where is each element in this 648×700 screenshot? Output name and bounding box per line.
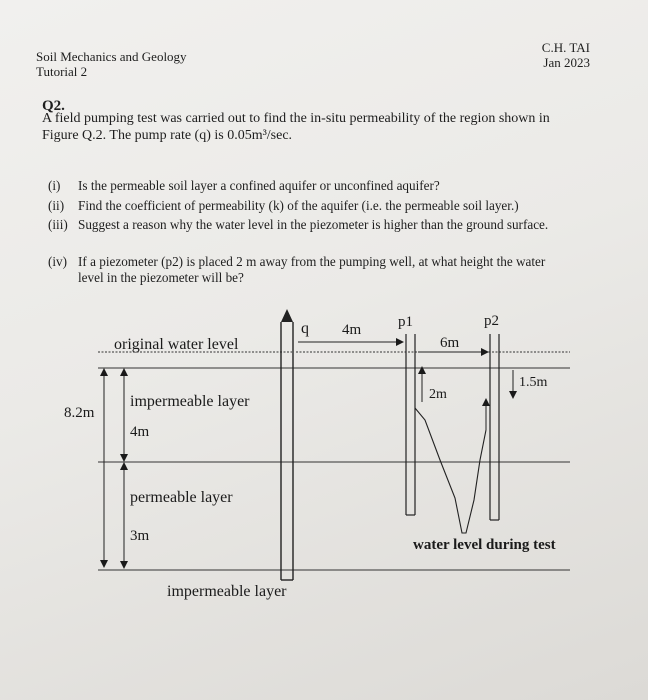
item-number: (iv): [48, 254, 68, 269]
drawdown-curve: [415, 408, 486, 533]
tutorial-label: Tutorial 2: [36, 64, 88, 79]
total-thickness-label: 8.2m: [64, 405, 95, 421]
dist-p1-p2-label: 6m: [440, 335, 460, 351]
pump-rate-label: q: [301, 320, 309, 337]
date-label: Jan 2023: [543, 55, 590, 70]
item-number: (ii): [48, 198, 65, 213]
piezometer-p2: [490, 334, 499, 520]
p2-label: p2: [484, 313, 499, 329]
intro-line-2: Figure Q.2. The pump rate (q) is 0.05m³/sec.: [42, 128, 293, 143]
pumping-well: [281, 322, 293, 580]
drawdown-p1-label: 2m: [429, 387, 447, 402]
p1-label: p1: [398, 314, 413, 330]
item-text: Suggest a reason why the water level in the piezometer is higher than the ground surface.: [78, 217, 549, 232]
question-number: Q2.: [42, 98, 65, 114]
original-water-level-label: original water level: [114, 336, 239, 353]
impermeable-top-label: impermeable layer: [130, 393, 250, 410]
item-text: If a piezometer (p2) is placed 2 m away from the pumping well, at what height the water level in the piezometer will be?: [78, 254, 546, 285]
pump-flow-arrow: [281, 309, 293, 322]
water-level-during-test-label: water level during test: [413, 537, 556, 553]
author-name: C.H. TAI: [541, 40, 590, 55]
item-number: (i): [48, 178, 61, 193]
drawdown-p2-label: 1.5m: [519, 375, 548, 390]
item-text: Find the coefficient of permeability (k) of the aquifer (i.e. the permeable soil layer.): [78, 198, 519, 213]
impermeable-thickness-label: 4m: [130, 424, 150, 440]
impermeable-bottom-label: impermeable layer: [167, 583, 287, 600]
item-text: Is the permeable soil layer a confined aquifer or unconfined aquifer?: [78, 178, 440, 193]
item-number: (iii): [48, 217, 68, 232]
dist-well-p1-label: 4m: [342, 322, 362, 338]
intro-line-1: A field pumping test was carried out to find the in-situ permeability of the region shown in: [42, 111, 550, 126]
permeable-layer-label: permeable layer: [130, 489, 233, 506]
permeable-thickness-label: 3m: [130, 528, 150, 544]
course-title: Soil Mechanics and Geology: [36, 49, 187, 64]
piezometer-p1: [406, 334, 415, 515]
